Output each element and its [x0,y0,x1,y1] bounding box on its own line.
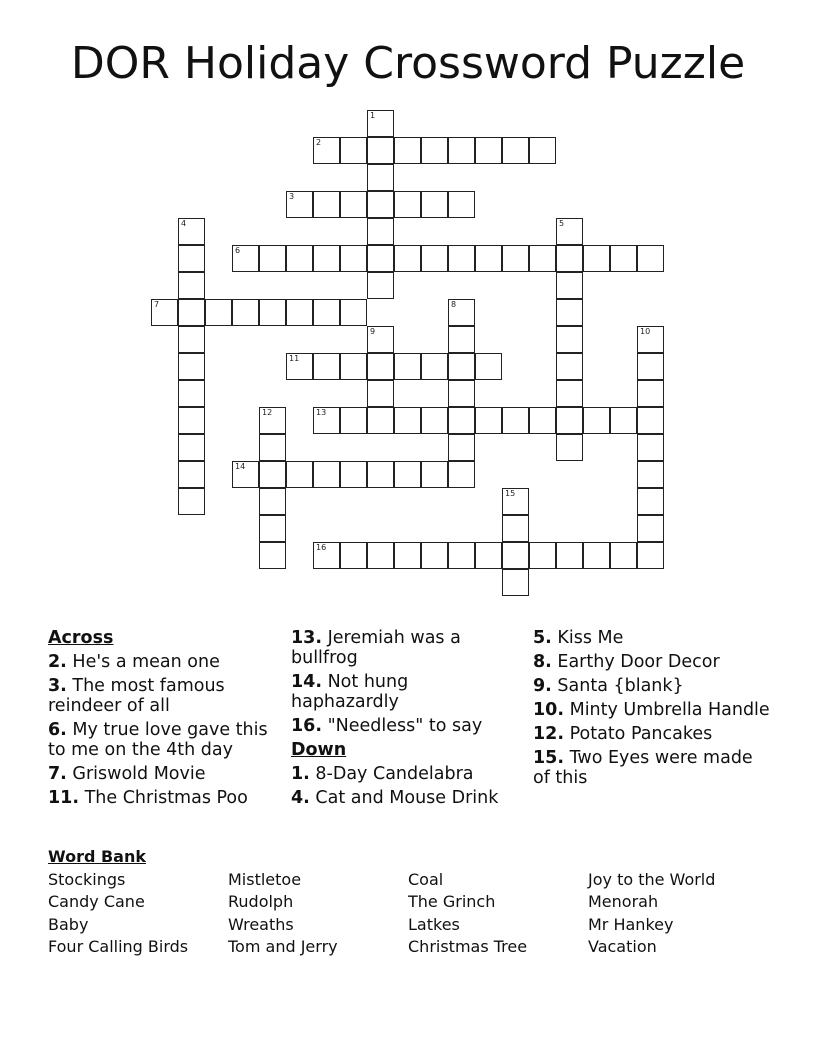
clue-across-16: 16. "Needless" to say [291,716,483,736]
crossword-cell[interactable] [340,137,367,164]
cell-number: 3 [289,192,295,201]
crossword-cell[interactable] [610,542,637,569]
page-title: DOR Holiday Crossword Puzzle [70,38,746,89]
crossword-cell[interactable] [502,488,529,515]
crossword-cell[interactable] [259,299,286,326]
crossword-cell[interactable] [367,353,394,380]
crossword-cell[interactable] [502,542,529,569]
crossword-cell[interactable] [637,326,664,353]
word-bank-item: Baby [48,914,89,934]
crossword-cell[interactable] [556,407,583,434]
clue-across-7: 7. Griswold Movie [48,764,206,784]
crossword-cell[interactable] [583,542,610,569]
crossword-cell[interactable] [286,461,313,488]
crossword-cell[interactable] [340,542,367,569]
crossword-cell[interactable] [313,137,340,164]
word-bank-column-4 [588,869,768,959]
crossword-cell[interactable] [367,245,394,272]
crossword-cell[interactable] [637,407,664,434]
clues-column-2 [291,628,513,812]
crossword-cell[interactable] [502,137,529,164]
crossword-cell[interactable] [637,542,664,569]
crossword-cell[interactable] [556,218,583,245]
crossword-cell[interactable] [475,137,502,164]
crossword-cell[interactable] [529,542,556,569]
crossword-cell[interactable] [556,380,583,407]
crossword-cell[interactable] [313,461,340,488]
clue-down-9: 9. Santa {blank} [533,676,684,696]
clue-across-13: 13. Jeremiah was a bullfrog [291,628,461,668]
crossword-cell[interactable] [637,461,664,488]
crossword-cell[interactable] [286,299,313,326]
clue-down-12: 12. Potato Pancakes [533,724,713,744]
crossword-cell[interactable] [556,299,583,326]
crossword-cell[interactable] [178,488,205,515]
crossword-cell[interactable] [556,245,583,272]
down-heading: Down [291,740,347,760]
crossword-cell[interactable] [367,461,394,488]
crossword-cell[interactable] [637,353,664,380]
crossword-cell[interactable] [448,353,475,380]
crossword-cell[interactable] [556,353,583,380]
word-bank-column-3 [408,869,588,959]
word-bank-item: Stockings [48,869,126,889]
crossword-cell[interactable] [313,353,340,380]
crossword-cell[interactable] [421,191,448,218]
crossword-cell[interactable] [151,299,178,326]
crossword-cell[interactable] [502,569,529,596]
word-bank-item: Candy Cane [48,892,145,911]
clue-down-4: 4. Cat and Mouse Drink [291,788,499,808]
crossword-cell[interactable] [448,137,475,164]
crossword-cell[interactable] [394,191,421,218]
word-bank-item: Tom and Jerry [228,937,338,956]
crossword-cell[interactable] [556,326,583,353]
crossword-cell[interactable] [286,245,313,272]
clue-down-8: 8. Earthy Door Decor [533,652,720,672]
crossword-cell[interactable] [313,299,340,326]
crossword-cell[interactable] [610,407,637,434]
crossword-cell[interactable] [502,407,529,434]
crossword-cell[interactable] [367,218,394,245]
crossword-cell[interactable] [448,542,475,569]
crossword-cell[interactable] [259,461,286,488]
crossword-cell[interactable] [178,326,205,353]
word-bank-item: Mr Hankey [588,914,674,934]
crossword-cell[interactable] [448,191,475,218]
crossword-cell[interactable] [637,245,664,272]
crossword-cell[interactable] [448,380,475,407]
cell-number: 7 [154,300,160,309]
crossword-cell[interactable] [259,407,286,434]
clue-down-5: 5. Kiss Me [533,628,624,648]
clue-across-11: 11. The Christmas Poo [48,788,248,808]
crossword-cell[interactable] [529,245,556,272]
crossword-cell[interactable] [421,542,448,569]
cell-number: 14 [235,462,246,471]
clue-across-2: 2. He's a mean one [48,652,220,672]
crossword-cell[interactable] [367,110,394,137]
crossword-cell[interactable] [178,380,205,407]
crossword-cell[interactable] [313,407,340,434]
crossword-cell[interactable] [421,461,448,488]
crossword-cell[interactable] [313,191,340,218]
clue-across-6: 6. My true love gave this to me on the 4th day [48,720,268,760]
clue-down-15: 15. Two Eyes were made of this [533,748,753,788]
cell-number: 15 [505,489,516,498]
crossword-cell[interactable] [178,218,205,245]
word-bank-column-2 [228,869,408,959]
crossword-cell[interactable] [583,245,610,272]
crossword-cell[interactable] [178,299,205,326]
cell-number: 1 [370,111,376,120]
crossword-cell[interactable] [556,434,583,461]
word-bank-item: Vacation [588,937,657,956]
clues-column-1 [48,628,283,812]
crossword-cell[interactable] [313,245,340,272]
crossword-cell[interactable] [286,191,313,218]
crossword-cell[interactable] [637,488,664,515]
crossword-cell[interactable] [259,515,286,542]
crossword-cell[interactable] [367,137,394,164]
crossword-cell[interactable] [232,461,259,488]
clue-across-14: 14. Not hung haphazardly [291,672,409,712]
word-bank [48,846,788,969]
crossword-cell[interactable] [556,542,583,569]
crossword-cell[interactable] [367,164,394,191]
cell-number: 11 [289,354,300,363]
crossword-cell[interactable] [448,245,475,272]
crossword-cell[interactable] [448,299,475,326]
cell-number: 6 [235,246,241,255]
word-bank-heading: Word Bank [48,847,147,866]
crossword-cell[interactable] [421,407,448,434]
cell-number: 5 [559,219,565,228]
word-bank-item: Mistletoe [228,869,302,889]
cell-number: 12 [262,408,273,417]
crossword-cell[interactable] [448,326,475,353]
crossword-cell[interactable] [340,353,367,380]
word-bank-item: Wreaths [228,914,294,934]
crossword-cell[interactable] [394,542,421,569]
cell-number: 10 [640,327,651,336]
crossword-cell[interactable] [259,542,286,569]
crossword-cell[interactable] [367,272,394,299]
crossword-cell[interactable] [178,434,205,461]
crossword-cell[interactable] [610,245,637,272]
clue-down-10: 10. Minty Umbrella Handle [533,700,770,720]
crossword-cell[interactable] [178,272,205,299]
clue-down-1: 1. 8-Day Candelabra [291,764,474,784]
crossword-cell[interactable] [421,353,448,380]
word-bank-item: Coal [408,869,444,889]
crossword-cell[interactable] [232,245,259,272]
crossword-cell[interactable] [556,272,583,299]
cell-number: 2 [316,138,322,147]
crossword-cell[interactable] [475,353,502,380]
crossword-cell[interactable] [340,299,367,326]
crossword-cell[interactable] [367,380,394,407]
across-heading: Across [48,628,114,648]
word-bank-item: Christmas Tree [408,937,528,956]
crossword-cell[interactable] [394,245,421,272]
crossword-cell[interactable] [421,245,448,272]
crossword-cell[interactable] [475,542,502,569]
cell-number: 16 [316,543,327,552]
cell-number: 8 [451,300,457,309]
cell-number: 13 [316,408,327,417]
word-bank-item: Rudolph [228,892,294,911]
crossword-cell[interactable] [367,191,394,218]
word-bank-item: Menorah [588,892,659,911]
crossword-cell[interactable] [448,407,475,434]
crossword-cell[interactable] [232,299,259,326]
crossword-cell[interactable] [367,542,394,569]
crossword-cell[interactable] [637,434,664,461]
cell-number: 4 [181,219,187,228]
crossword-cell[interactable] [367,407,394,434]
crossword-cell[interactable] [340,245,367,272]
crossword-cell[interactable] [286,353,313,380]
crossword-cell[interactable] [340,407,367,434]
crossword-cell[interactable] [259,434,286,461]
clue-across-3: 3. The most famous reindeer of all [48,676,225,716]
crossword-cell[interactable] [394,353,421,380]
crossword-cell[interactable] [448,434,475,461]
crossword-cell[interactable] [502,245,529,272]
crossword-cell[interactable] [421,137,448,164]
crossword-cell[interactable] [259,245,286,272]
crossword-cell[interactable] [178,407,205,434]
crossword-cell[interactable] [340,191,367,218]
word-bank-item: The Grinch [408,892,496,911]
crossword-cell[interactable] [313,542,340,569]
crossword-cell[interactable] [178,245,205,272]
crossword-cell[interactable] [475,245,502,272]
crossword-cell[interactable] [394,461,421,488]
crossword-cell[interactable] [340,461,367,488]
cell-number: 9 [370,327,376,336]
crossword-cell[interactable] [502,515,529,542]
word-bank-column-1 [48,869,228,959]
crossword-cell[interactable] [259,488,286,515]
crossword-cell[interactable] [178,461,205,488]
crossword-cell[interactable] [529,407,556,434]
crossword-cell[interactable] [637,515,664,542]
word-bank-item: Four Calling Birds [48,937,189,956]
crossword-cell[interactable] [637,380,664,407]
clues-column-3 [533,628,773,792]
crossword-cell[interactable] [529,137,556,164]
word-bank-item: Joy to the World [588,869,716,889]
crossword-cell[interactable] [367,326,394,353]
crossword-cell[interactable] [394,407,421,434]
crossword-cell[interactable] [394,137,421,164]
crossword-cell[interactable] [178,353,205,380]
crossword-cell[interactable] [205,299,232,326]
crossword-cell[interactable] [583,407,610,434]
crossword-cell[interactable] [475,407,502,434]
crossword-cell[interactable] [448,461,475,488]
word-bank-item: Latkes [408,914,460,934]
